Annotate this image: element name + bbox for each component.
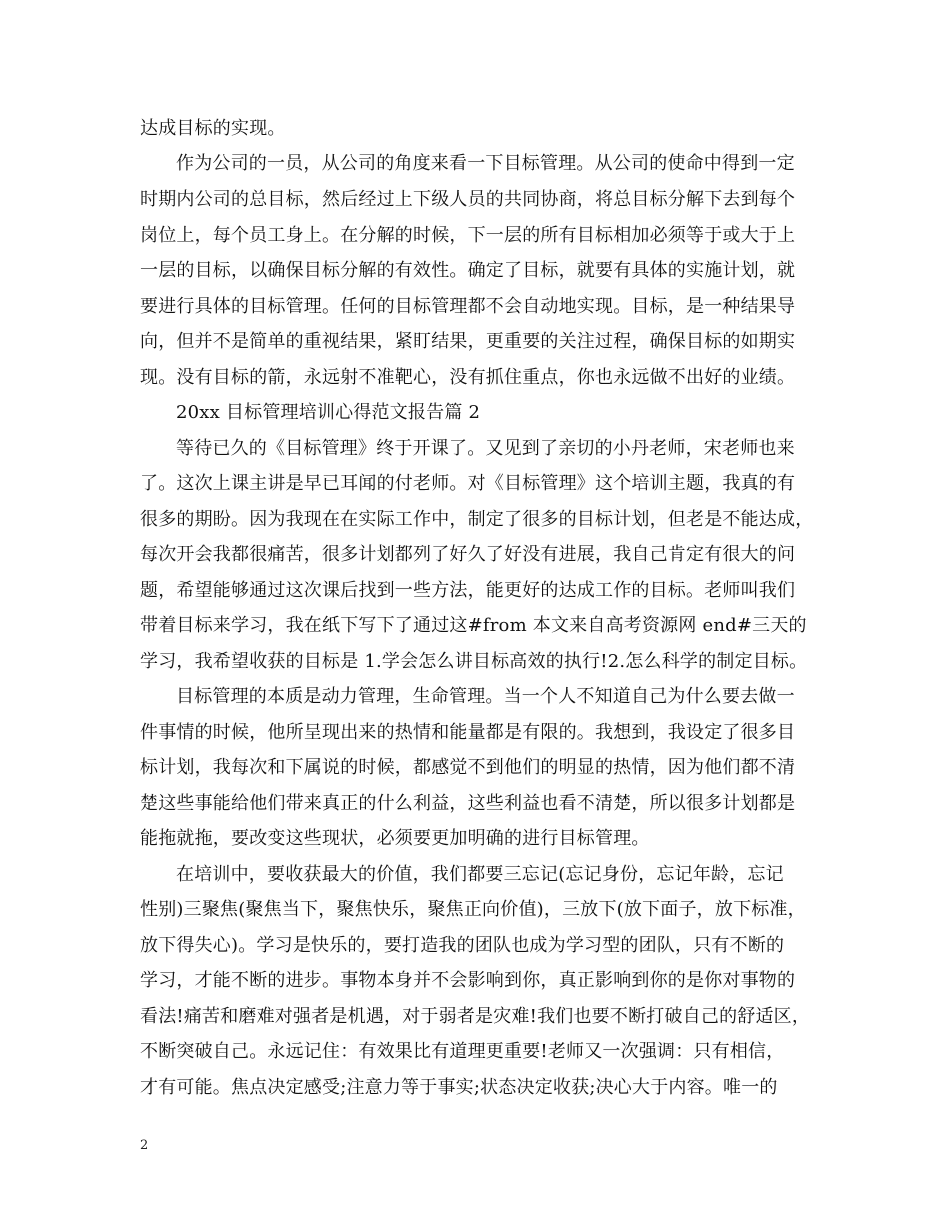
text-line: 带着目标来学习，我在纸下写下了通过这#from 本文来自高考资源网 end#三天的 bbox=[140, 615, 807, 636]
text-line: 不断突破自己。永远记住：有效果比有道理更重要!老师又一次强调：只有相信， bbox=[140, 1041, 785, 1062]
text-line: 件事情的时候，他所呈现出来的热情和能量都是有限的。我想到，我设定了很多目 bbox=[140, 722, 796, 743]
text-line: 作为公司的一员，从公司的角度来看一下目标管理。从公司的使命中得到一定 bbox=[176, 153, 795, 174]
text-line: 性别)三聚焦(聚焦当下，聚焦快乐，聚焦正向价值)，三放下(放下面子，放下标准， bbox=[140, 899, 806, 920]
text-line: 时期内公司的总目标，然后经过上下级人员的共同协商，将总目标分解下去到每个 bbox=[140, 189, 796, 210]
text-line: 题，希望能够通过这次课后找到一些方法，能更好的达成工作的目标。老师叫我们 bbox=[140, 580, 796, 601]
text-line: 学习，才能不断的进步。事物本身并不会影响到你，真正影响到你的是你对事物的 bbox=[140, 970, 796, 991]
text-line: 楚这些事能给他们带来真正的什么利益，这些利益也看不清楚，所以很多计划都是 bbox=[140, 793, 796, 814]
text-line: 很多的期盼。因为我现在在实际工作中，制定了很多的目标计划，但老是不能达成， bbox=[140, 509, 814, 530]
text-line: 在培训中，要收获最大的价值，我们都要三忘记(忘记身份，忘记年龄，忘记 bbox=[176, 864, 784, 885]
text-line: 看法!痛苦和磨难对强者是机遇，对于弱者是灾难!我们也要不断打破自己的舒适区， bbox=[140, 1006, 811, 1027]
text-line: 岗位上，每个员工身上。在分解的时候，下一层的所有目标相加必须等于或大于上 bbox=[140, 225, 796, 246]
text-line: 才有可能。焦点决定感受;注意力等于事实;状态决定收获;决心大于内容。唯一的 bbox=[140, 1077, 778, 1098]
text-line: 能拖就拖，要改变这些现状，必须要更加明确的进行目标管理。 bbox=[140, 828, 650, 849]
section-heading: 20xx 目标管理培训心得范文报告篇 2 bbox=[176, 402, 481, 423]
text-line: 标计划，我每次和下属说的时候，都感觉不到他们的明显的热情，因为他们都不清 bbox=[140, 757, 796, 778]
text-line: 学习，我希望收获的目标是 1.学会怎么讲目标高效的执行!2.怎么科学的制定目标。 bbox=[140, 651, 808, 672]
text-line: 每次开会我都很痛苦，很多计划都列了好久了好没有进展，我自己肯定有很大的问 bbox=[140, 544, 796, 565]
text-line: 达成目标的实现。 bbox=[140, 118, 286, 139]
text-line: 一层的目标，以确保目标分解的有效性。确定了目标，就要有具体的实施计划，就 bbox=[140, 260, 796, 281]
page-number: 2 bbox=[140, 1138, 149, 1153]
text-line: 了。这次上课主讲是早已耳闻的付老师。对《目标管理》这个培训主题，我真的有 bbox=[140, 473, 796, 494]
text-line: 要进行具体的目标管理。任何的目标管理都不会自动地实现。目标，是一种结果导 bbox=[140, 296, 796, 317]
text-line: 放下得失心)。学习是快乐的，要打造我的团队也成为学习型的团队，只有不断的 bbox=[140, 935, 785, 956]
text-line: 现。没有目标的箭，永远射不准靶心，没有抓住重点，你也永远做不出好的业绩。 bbox=[140, 367, 796, 388]
text-line: 目标管理的本质是动力管理，生命管理。当一个人不知道自己为什么要去做一 bbox=[176, 686, 795, 707]
text-line: 向，但并不是简单的重视结果，紧盯结果，更重要的关注过程，确保目标的如期实 bbox=[140, 331, 796, 352]
text-line: 等待已久的《目标管理》终于开课了。又见到了亲切的小丹老师，宋老师也来 bbox=[176, 438, 795, 459]
